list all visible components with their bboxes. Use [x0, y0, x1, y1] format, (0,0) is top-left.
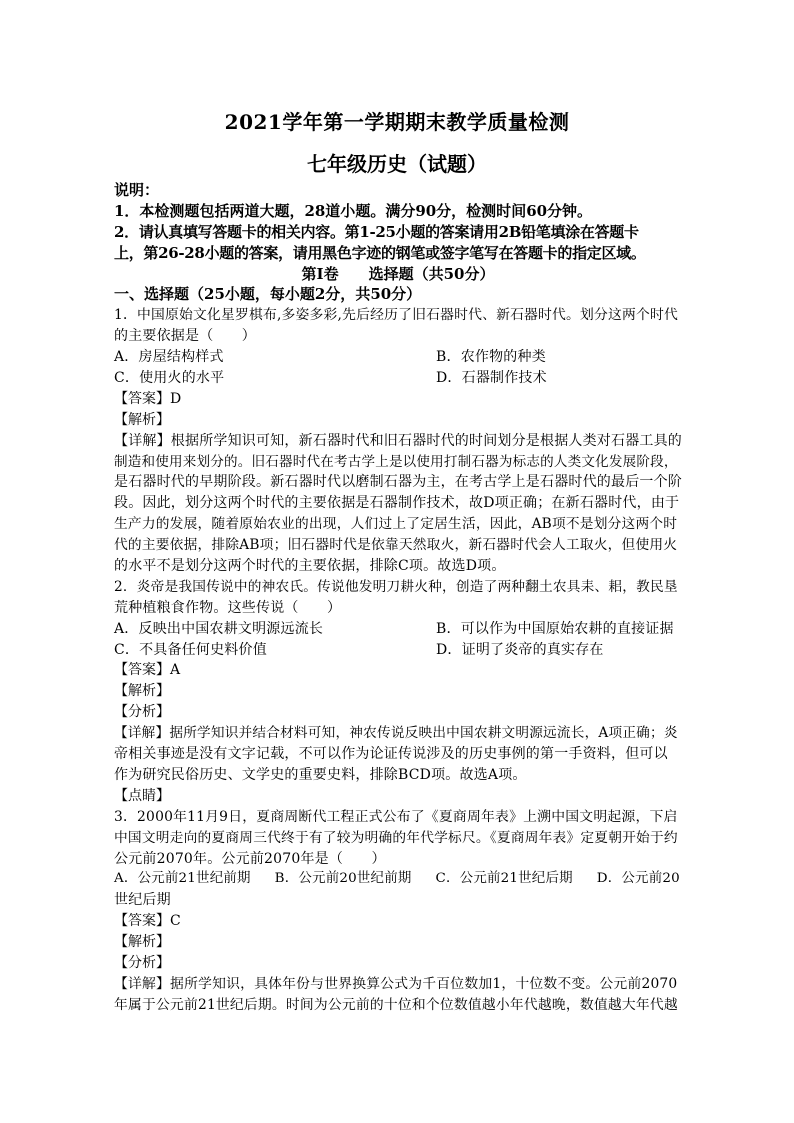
q1-detail-line: 生产力的发展，随着原始农业的出现，人们过上了定居生活，因此，AB项不是划分这两个时: [114, 516, 678, 533]
section-heading: 一、选择题（25小题，每小题2分，共50分）: [114, 285, 422, 304]
q3-stem-line-3: 公元前2070年。公元前2070年是（ ）: [114, 850, 386, 867]
q3-option-d-continued: 世纪后期: [114, 892, 171, 909]
q2-detail-line: 帝相关事迹是没有文字记载，不可以作为论证传说涉及的历史事例的第一手资料，但可以: [114, 746, 668, 763]
instructions-label: 说明：: [114, 181, 160, 199]
q3-option-b: B．公元前20世纪前期: [274, 871, 412, 887]
q3-fenxi-tag: 【分析】: [114, 954, 170, 971]
q3-stem-line-2: 中国文明走向的夏商周三代终于有了较为明确的年代学标尺。《夏商周年表》定夏朝开始于约: [114, 829, 678, 846]
q1-options-row-1: [114, 347, 682, 368]
q1-detail-line: 制造和使用来划分的。旧石器时代在考古学上是以使用打制石器为标志的人类文化发展阶段，: [114, 453, 678, 470]
q2-stem-line-2: 荒种植粮食作物。这些传说（ ）: [114, 599, 342, 616]
q1-option-c: C．使用火的水平: [114, 370, 225, 387]
q1-option-a: A．房屋结构样式: [114, 349, 224, 366]
q1-analysis-tag: 【解析】: [114, 411, 170, 428]
q2-options-row-2: [114, 640, 682, 661]
q1-stem-line-1: 1．中国原始文化星罗棋布,多姿多彩,先后经历了旧石器时代、新石器时代。划分这两个时代: [114, 307, 679, 324]
part-heading: 第Ⅰ卷 选择题（共50分）: [301, 264, 495, 283]
q2-stem-line-1: 2．炎帝是我国传说中的神农氏。传说他发明刀耕火种，创造了两种翻土农具耒、耜，教民垦: [114, 578, 678, 595]
q1-answer: 【答案】D: [114, 390, 182, 407]
q2-dianjing-tag: 【点睛】: [114, 787, 170, 804]
q3-option-a: A．公元前21世纪前期: [114, 871, 251, 887]
q3-option-c: C．公元前21世纪后期: [435, 871, 573, 887]
q3-detail-line: 年属于公元前21世纪后期。时间为公元前的十位和个位数值越小年代越晚，数值越大年代越: [114, 996, 678, 1013]
q3-analysis-tag: 【解析】: [114, 934, 170, 951]
q1-option-b: B．农作物的种类: [436, 349, 546, 366]
q2-detail-line: 【详解】据所学知识并结合材料可知，神农传说反映出中国农耕文明源远流长，A项正确；炎: [114, 725, 678, 742]
q1-detail-line: 【详解】根据所学知识可知，新石器时代和旧石器时代的时间划分是根据人类对石器工具的: [114, 432, 682, 449]
q2-detail-line: 作为研究民俗历史、文学史的重要史料，排除BCD项。故选A项。: [114, 766, 527, 783]
q3-detail-line: 【详解】据所学知识，具体年份与世界换算公式为千百位数加1，十位数不变。公元前2070: [114, 975, 678, 992]
q1-option-d: D．石器制作技术: [436, 370, 547, 387]
q1-detail-line: 代的主要依据，排除AB项；旧石器时代是依靠天然取火，新石器时代会人工取火，但使用火: [114, 537, 678, 554]
q3-options-row: [114, 869, 682, 890]
q3-answer: 【答案】C: [114, 913, 181, 930]
q2-option-d: D．证明了炎帝的真实存在: [436, 641, 604, 658]
q2-option-c: C．不具备任何史料价值: [114, 641, 267, 658]
q2-analysis-tag: 【解析】: [114, 683, 170, 700]
document-body: [114, 180, 682, 1016]
instruction-item-1: 1．本检测题包括两道大题，28道小题。满分90分，检测时间60分钟。: [114, 201, 593, 220]
instruction-item-2-line-1: 2．请认真填写答题卡的相关内容。第1-25小题的答案请用2B铅笔填涂在答题卡: [114, 222, 639, 241]
q2-fenxi-tag: 【分析】: [114, 704, 170, 721]
q3-stem-line-1: 3．2000年11月9日，夏商周断代工程正式公布了《夏商周年表》上溯中国文明起源，下启: [114, 808, 678, 825]
q1-stem-line-2: 的主要依据是（ ）: [114, 328, 256, 345]
q2-option-a: A．反映出中国农耕文明源远流长: [114, 620, 324, 637]
q1-detail-line: 的水平不是划分这两个时代的主要依据，排除C项。故选D项。: [114, 558, 506, 575]
q1-options-row-2: [114, 368, 682, 389]
exam-title: 2021学年第一学期期末教学质量检测: [224, 110, 570, 134]
instruction-item-2-line-2: 上，第26-28小题的答案，请用黑色字迹的钢笔或签字笔写在答题卡的指定区域。: [114, 243, 646, 262]
q2-option-b: B．可以作为中国原始农耕的直接证据: [436, 620, 674, 637]
q1-detail-line: 是石器时代的早期阶段。新石器时代以磨制石器为主，在考古学上是石器时代的最后一个阶: [114, 474, 682, 491]
q2-answer: 【答案】A: [114, 662, 181, 679]
q2-options-row-1: [114, 619, 682, 640]
q3-option-d: D．公元前20: [596, 871, 680, 887]
exam-subtitle: 七年级历史（试题）: [307, 152, 487, 176]
q1-detail-line: 段。因此，划分这两个时代的主要依据是石器制作技术，故D项正确；在新石器时代，由于: [114, 495, 680, 512]
